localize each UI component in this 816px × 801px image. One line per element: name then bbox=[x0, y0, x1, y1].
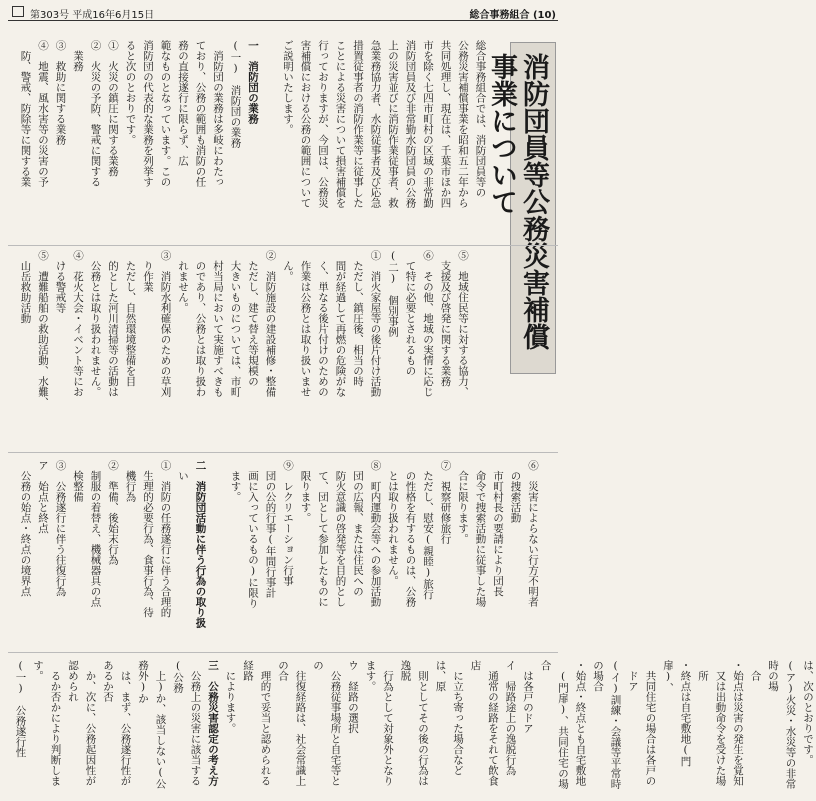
text-line: 消防団の代表的な業務を列挙す bbox=[142, 40, 154, 187]
text-line: 行為として対象外となります。 bbox=[364, 660, 394, 786]
text-line: ん。 bbox=[282, 250, 294, 282]
text-line: (一) 消防団の業務 bbox=[229, 40, 242, 148]
text-line: て、団として参加したものに bbox=[317, 460, 329, 607]
text-line: 上)か、該当しない(公務外)か bbox=[137, 660, 167, 789]
text-line: イ 帰路途上の逸脱行為 bbox=[504, 660, 517, 776]
text-line: ② 消防施設の建設補修・整備 bbox=[264, 250, 277, 397]
text-line: ただし、鎮圧後、相当の時 bbox=[352, 250, 364, 387]
text-line: 所 bbox=[697, 660, 709, 681]
text-line: 団の公的行事(年間行事計 bbox=[264, 460, 277, 598]
text-line: 作業は公務とは取り扱いませ bbox=[299, 250, 312, 397]
text-line: 業務 bbox=[72, 40, 84, 72]
publication-title: 総合事務組合 bbox=[469, 10, 530, 21]
text-line: 合 bbox=[749, 660, 762, 681]
issue-and-date bbox=[30, 6, 154, 21]
text-line: ると次のとおりです。 bbox=[124, 40, 137, 145]
text-line: ① 消火家屋等の後片付け活動 bbox=[369, 250, 382, 397]
text-line: (門扉)、共同住宅の場合 bbox=[539, 660, 569, 789]
text-line: ④ 地震、風水害等の災害の予 bbox=[37, 40, 49, 187]
text-line: 合に限ります。 bbox=[457, 460, 469, 544]
text-line: 公務の始点・終点の境界点 bbox=[19, 460, 32, 597]
text-line bbox=[261, 40, 279, 230]
text-line: 制服の着替え、機械器具の点 bbox=[89, 460, 102, 607]
text-line: (ア)火災・水災等の非常時の場 bbox=[767, 660, 797, 789]
vertical-text-column bbox=[16, 250, 471, 445]
text-line: れません。 bbox=[177, 250, 189, 313]
text-line: ・始点・終点とも自宅敷地 bbox=[574, 660, 587, 786]
text-line: 三 公務災害認定の考え方 bbox=[207, 660, 219, 786]
text-line: 通常の経路をそれて飲食店 bbox=[469, 660, 499, 786]
text-line: (二) 個別事例 bbox=[387, 250, 399, 337]
text-line: か、次に、公務起因性が認められ bbox=[67, 660, 97, 786]
text-line: 則としてその後の行為は逸脱 bbox=[399, 660, 429, 786]
text-band-1 bbox=[16, 40, 506, 230]
text-line: 措置従事者の消防作業等に従事した bbox=[352, 40, 364, 208]
text-line: 上の災害並びに消防作業従事者、救 bbox=[387, 40, 399, 208]
text-line: 団の広報、または住民への bbox=[352, 460, 364, 597]
text-line: ことによる災害について損害補償を bbox=[334, 40, 347, 208]
text-line: ⑦ 視察研修旅行 bbox=[439, 460, 452, 544]
text-line: 市を除く七四市町村の区域の非常勤 bbox=[422, 40, 434, 208]
text-line: ・始点は災害の発生を覚知 bbox=[732, 660, 744, 786]
text-line: 理的で妥当と認められる経路 bbox=[242, 660, 272, 786]
text-line: 公務上の災害に該当する(公務 bbox=[172, 660, 202, 786]
text-line: く、単なる後片付けのための bbox=[317, 250, 329, 397]
text-line: ③ 公務遂行に伴う往復行為 bbox=[54, 460, 67, 597]
text-line: ⑥ 災害によらない行方不明者 bbox=[527, 460, 539, 607]
band-divider bbox=[8, 245, 558, 246]
text-line: 画に入っているもの)に限り bbox=[247, 460, 259, 609]
text-line: ② 準備、後始末行為 bbox=[107, 460, 119, 565]
text-line: ただし、自然環境整備を目 bbox=[124, 250, 137, 387]
text-band-4 bbox=[11, 660, 814, 795]
text-line: 検整備 bbox=[72, 460, 84, 502]
page-header bbox=[8, 4, 558, 21]
text-line: ④ 花火大会・イベント等にお bbox=[72, 250, 84, 397]
text-line: 山岳救助活動 bbox=[19, 250, 32, 324]
text-line: ただし、慰安(親睦)旅行 bbox=[422, 460, 434, 600]
text-line: り作業 bbox=[142, 250, 154, 292]
text-line: ⑥ その他、地域の実情に応じ bbox=[422, 250, 434, 397]
text-line: ③ 消防水利確保のための草刈 bbox=[159, 250, 172, 397]
text-line: 生理的必要行為、食事行為、待 bbox=[142, 460, 154, 618]
text-line: 害補償における公務の範囲について bbox=[299, 40, 312, 208]
text-line: は各戸のドア bbox=[522, 660, 534, 734]
text-line: 消防団員及び非常勤水防団員の公務 bbox=[404, 40, 417, 208]
text-line: ③ 救助に関する業務 bbox=[54, 40, 67, 145]
issue-number: 第303号 bbox=[30, 10, 70, 21]
text-line: (イ)訓練・会議等平常時の場合 bbox=[592, 660, 622, 789]
text-band-3 bbox=[16, 460, 539, 645]
text-line: ① 消防の任務遂行に伴う合理的 bbox=[159, 460, 172, 618]
text-line: 防火意識の啓発等を目的とし bbox=[334, 460, 347, 607]
text-line: 公務従事場所と自宅等との bbox=[312, 660, 342, 786]
text-line: ドア bbox=[627, 660, 639, 692]
text-line: 防、警戒、防除等に関する業 bbox=[19, 40, 32, 187]
text-line: 又は出動命令を受けた場 bbox=[714, 660, 727, 786]
text-line bbox=[209, 460, 227, 645]
text-line: 共同住宅の場合は各戸の bbox=[644, 660, 657, 786]
text-line: 市町村長の要請により団長 bbox=[492, 460, 504, 597]
text-line: 務の直接遂行に限らず、広 bbox=[177, 40, 189, 166]
text-line: ⑤ 遭難船舶の救助活動、水難、 bbox=[37, 250, 49, 408]
text-line: ご説明いたします。 bbox=[282, 40, 294, 135]
text-line: とは取り扱われません。 bbox=[387, 460, 399, 586]
newsletter-icon bbox=[12, 6, 24, 17]
text-line: て特に必要とされるもの bbox=[404, 250, 417, 376]
text-line: 公務災害補償事業を昭和五二年から bbox=[457, 40, 469, 208]
article-title: 消防団員等公務災害補償事業について bbox=[486, 53, 549, 350]
band-divider bbox=[8, 452, 558, 453]
text-line: の性格を有するものは、公務 bbox=[404, 460, 417, 607]
publication-name bbox=[469, 6, 556, 21]
text-line: 総合事務組合では、消防団員等の bbox=[474, 40, 487, 198]
text-line: 村当局において実施すべきも bbox=[212, 250, 224, 397]
text-line: ① 火災の鎮圧に関する業務 bbox=[107, 40, 119, 177]
text-line: ており、公務の範囲も消防の任 bbox=[194, 40, 207, 187]
text-line: 機行為 bbox=[124, 460, 137, 502]
text-line: 公務とは取り扱われません。 bbox=[89, 250, 102, 397]
text-line: の捜索活動 bbox=[509, 460, 522, 523]
text-line: 共同処理し、現在は、千葉市ほか四 bbox=[439, 40, 452, 208]
text-line: ます。 bbox=[229, 460, 242, 502]
band-divider bbox=[8, 652, 558, 653]
text-line: 一 消防団の業務 bbox=[247, 40, 259, 124]
text-line: 限ります。 bbox=[299, 460, 312, 523]
text-line: のであり、公務とは取り扱わ bbox=[194, 250, 207, 397]
text-line: 的とした河川清掃等の活動は bbox=[107, 250, 119, 397]
text-line: 間が経過して再燃の危険がな bbox=[334, 250, 347, 397]
text-line: 二 消防団活動に伴う行為の取り扱 bbox=[194, 460, 207, 628]
text-line: ア 始点と終点 bbox=[37, 460, 49, 534]
text-line: は、次のとおりです。 bbox=[802, 660, 814, 765]
text-line: ⑧ 町内運動会等への参加活動 bbox=[369, 460, 382, 607]
text-line: ただし、建て替え等規模の bbox=[247, 250, 259, 387]
text-line: 往復経路は、社会常識上の合 bbox=[277, 660, 307, 786]
text-line: い bbox=[177, 460, 189, 481]
page-number: (10) bbox=[532, 10, 556, 21]
text-line: (一) 公務遂行性 bbox=[14, 660, 27, 758]
text-line: に立ち寄った場合などは、原 bbox=[434, 660, 464, 776]
text-line: 消防団の業務は多岐にわたっ bbox=[212, 40, 224, 187]
text-line: 範なものとなっています。この bbox=[159, 40, 172, 187]
text-line: ウ 経路の選択 bbox=[347, 660, 359, 734]
text-line: によります。 bbox=[224, 660, 237, 734]
text-line: ⑤ 地域住民等に対する協力、 bbox=[457, 250, 469, 397]
text-line: ⑨ レクリエーション行事 bbox=[282, 460, 294, 586]
text-band-2 bbox=[16, 250, 506, 445]
text-line: 急業務協力者、水防従事者及び応急 bbox=[369, 40, 382, 208]
text-line: 命令で捜索活動に従事した場 bbox=[474, 460, 487, 607]
vertical-text-column bbox=[16, 460, 541, 645]
text-line: ける警戒等 bbox=[54, 250, 67, 313]
article-title-box bbox=[486, 42, 556, 374]
text-line: ② 火災の予防、警戒に関する bbox=[89, 40, 102, 187]
text-line: 大きいものについては、市町 bbox=[229, 250, 242, 397]
text-line: 支援及び啓発に関する業務 bbox=[439, 250, 452, 387]
issue-date: 平成16年6月15日 bbox=[72, 10, 155, 21]
text-line: 行っておりますが、今回は、公務災 bbox=[317, 40, 329, 208]
vertical-text-column bbox=[16, 40, 489, 230]
text-line: は、まず、公務遂行性があるか否 bbox=[102, 660, 132, 786]
text-line: るか否かにより判断します。 bbox=[32, 660, 62, 786]
vertical-text-column bbox=[11, 660, 816, 795]
text-line: ・終点は自宅敷地(門扉)、 bbox=[662, 660, 692, 767]
